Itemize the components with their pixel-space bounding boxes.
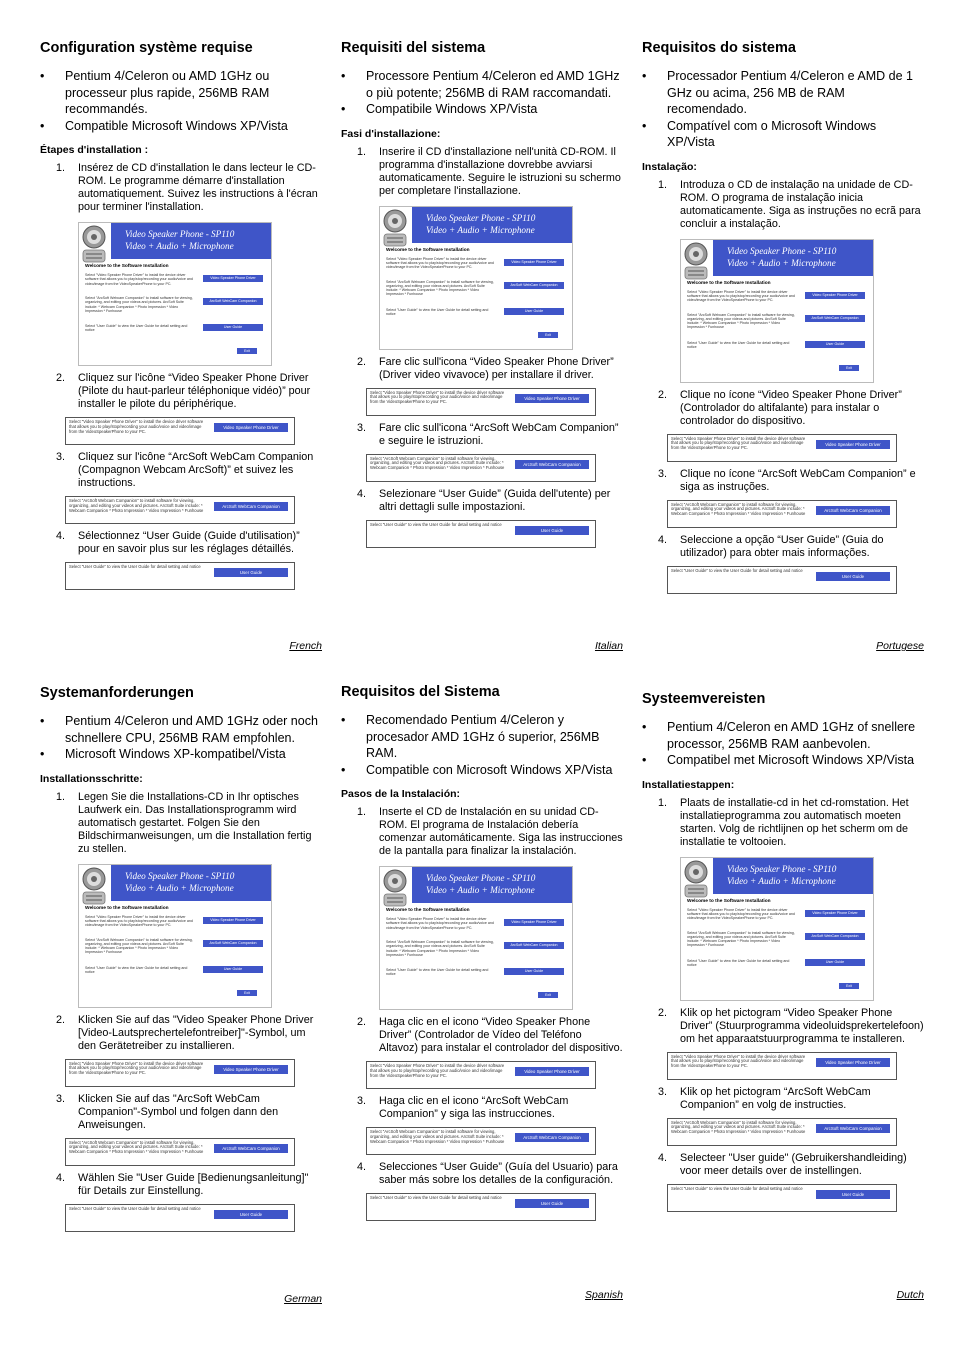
driver-strip-button[interactable]: Video Speaker Phone Driver	[816, 1058, 890, 1067]
driver-button[interactable]: Video Speaker Phone Driver	[805, 292, 865, 299]
section-title: Systemanforderungen	[40, 685, 194, 701]
arcsoft-description: Select "ArcSoft Webcam Companion" to install software for viewing, organizing, and editing your videos and pictures. ArcSoft Suite include: * Webcam Companion * Photo Impression * Video Impression * Funhouse	[85, 296, 193, 313]
exit-button[interactable]: Exit	[839, 365, 859, 371]
language-label: Italian	[594, 640, 623, 652]
install-step-3	[40, 1093, 322, 1132]
step-number: 1.	[658, 796, 668, 809]
step-text: Selecteer "User guide" (Gebruikershandleiding) voor meer details over de instellingen.	[680, 1151, 907, 1177]
step-number: 3.	[56, 451, 66, 463]
arcsoft-strip	[366, 1127, 596, 1155]
step-number: 4.	[56, 1171, 66, 1184]
banner-title-line1: Video Speaker Phone - SP110	[727, 245, 837, 256]
banner-title-line1: Video Speaker Phone - SP110	[426, 212, 536, 223]
banner-title-line1: Video Speaker Phone - SP110	[426, 873, 536, 883]
step-number: 3.	[658, 467, 668, 480]
speaker-phone-icon	[380, 867, 410, 911]
installation-steps-heading: Fasi d'installazione:	[341, 127, 441, 140]
install-step-1	[40, 791, 322, 856]
banner-title-line1: Video Speaker Phone - SP110	[125, 870, 235, 881]
banner-title-line2: Video + Audio + Microphone	[727, 257, 836, 268]
installation-steps-heading: Pasos de la Instalación:	[341, 788, 461, 800]
installer-screenshot	[680, 239, 874, 383]
step-text: Klik op het pictogram “ArcSoft WebCam Companion” en volg de instructies.	[680, 1085, 871, 1111]
arcsoft-strip-text: Select "ArcSoft Webcam Companion" to install software for viewing, organizing, and editing your videos and pictures. ArcSoft Suite include: * Webcam Companion * Photo Impression * Video Impression * Funhouse	[370, 455, 505, 471]
step-number: 3.	[658, 1085, 668, 1098]
arcsoft-description: Select "ArcSoft Webcam Companion" to install software for viewing, organizing, and editing your videos and pictures. ArcSoft Suite include: * Webcam Companion * Photo Impression * Video Impression * Funhouse	[386, 279, 494, 297]
install-step-4	[642, 534, 924, 560]
requirements-list	[642, 68, 924, 151]
driver-button[interactable]: Video Speaker Phone Driver	[203, 917, 263, 924]
user-guide-button[interactable]: User Guide	[203, 966, 263, 973]
guide-strip-text: Select "User Guide" to view the User Guide for detail setting and notice	[671, 567, 803, 573]
arcsoft-button[interactable]: ArcSoft WebCam Companion	[203, 298, 263, 305]
step-number: 1.	[658, 178, 668, 191]
driver-strip-text: Select "Video Speaker Phone Driver" to install the device driver software that allows you to play/stop/recording your audio/voice and video/image from the VideoSpeakerPhone to your PC.	[671, 1053, 806, 1069]
arcsoft-strip-text: Select "ArcSoft Webcam Companion" to install software for viewing, organizing, and editing your videos and pictures. ArcSoft Suite include: * Webcam Companion * Photo Impression * Video Impression * Funhouse	[69, 1139, 204, 1155]
welcome-heading: Welcome to the Software Installation	[687, 280, 771, 286]
arcsoft-strip-text: Select "ArcSoft Webcam Companion" to install software for viewing, organizing, and editing your videos and pictures. ArcSoft Suite include: * Webcam Companion * Photo Impression * Video Impression * Funhouse	[671, 1119, 806, 1135]
requirement-item: • Processador Pentium 4/Celeron e AMD de 1 GHz ou acima, 256 MB de RAM recomendado.	[642, 68, 924, 118]
step-number: 3.	[357, 1095, 367, 1107]
requirement-item: • Compatível com o Microsoft Windows XP/Vista	[642, 118, 924, 151]
language-label: German	[284, 1293, 322, 1305]
install-step-1	[40, 162, 322, 214]
arcsoft-strip-button[interactable]: ArcSoft WebCam Companion	[515, 1133, 589, 1142]
speaker-phone-icon	[79, 223, 109, 267]
guide-description: Select "User Guide" to view the User Guide for detail setting and notice	[687, 958, 790, 967]
panel-italian	[341, 40, 623, 652]
driver-strip-button[interactable]: Video Speaker Phone Driver	[515, 1067, 589, 1076]
section-title: Requisitos do sistema	[642, 40, 796, 56]
step-number: 3.	[357, 421, 367, 434]
step-number: 1.	[357, 806, 367, 818]
step-text: Cliquez sur l'icône “Video Speaker Phone Driver (Pilote du haut-parleur téléphonique vidéo)” pour installer le pilote du périphérique.	[78, 372, 311, 410]
step-text: Introduza o CD de instalação na unidade de CD-ROM. O programa de instalação inicia automaticamente. Siga as instruções no ecrã para concluir a instalação.	[680, 178, 921, 230]
arcsoft-description: Select "ArcSoft Webcam Companion" to install software for viewing, organizing, and editing your videos and pictures. ArcSoft Suite include: * Webcam Companion * Photo Impression * Video Impression * Funhouse	[687, 930, 795, 948]
language-label: Spanish	[585, 1289, 623, 1301]
arcsoft-description: Select "ArcSoft Webcam Companion" to install software for viewing, organizing, and editing your videos and pictures. ArcSoft Suite include: * Webcam Companion * Photo Impression * Video Impression * Funhouse	[85, 937, 193, 955]
arcsoft-strip	[667, 500, 897, 528]
exit-button[interactable]: Exit	[839, 983, 859, 989]
install-step-3	[40, 451, 322, 490]
driver-strip	[65, 1059, 295, 1087]
arcsoft-strip-text: Select "ArcSoft Webcam Companion" to install software for viewing, organizing, and editing your videos and pictures. ArcSoft Suite include: * Webcam Companion * Photo Impression * Video Impression * Funhouse	[370, 1129, 505, 1144]
arcsoft-strip-button[interactable]: ArcSoft WebCam Companion	[214, 502, 288, 511]
driver-description: Select "Video Speaker Phone Driver" to install the device driver software that allows you to play/stop/recording your audio/voice and video/image from the VideoSpeakerPhone to your PC.	[386, 256, 494, 270]
install-step-4	[40, 1172, 322, 1198]
installer-screenshot	[379, 206, 573, 350]
arcsoft-strip	[366, 454, 596, 482]
installer-screenshot	[78, 222, 272, 366]
requirement-item: • Compatible con Microsoft Windows XP/Vista	[341, 762, 623, 779]
banner-title-line2: Video + Audio + Microphone	[125, 882, 234, 893]
welcome-heading: Welcome to the Software Installation	[386, 247, 470, 253]
arcsoft-strip	[65, 496, 295, 524]
install-step-1	[642, 797, 924, 849]
install-step-3	[341, 422, 623, 448]
driver-strip-text: Select "Video Speaker Phone Driver" to install the device driver software that allows you to play/stop/recording your audio/voice and video/image from the VideoSpeakerPhone to your PC.	[69, 419, 204, 434]
step-number: 4.	[357, 487, 367, 500]
driver-strip	[667, 1052, 897, 1080]
requirement-item: • Compatible Microsoft Windows XP/Vista	[40, 118, 322, 135]
step-text: Insérez de CD d'installation le dans lecteur le CD-ROM. Le programme démarre d'installation automatiquement. Suivez les instructions à l'écran pour terminer l'installation.	[78, 162, 318, 213]
driver-button[interactable]: Video Speaker Phone Driver	[805, 910, 865, 917]
step-number: 2.	[56, 372, 66, 384]
step-number: 4.	[658, 533, 668, 546]
requirement-item: • Pentium 4/Celeron ou AMD 1GHz ou processeur plus rapide, 256MB RAM recommandés.	[40, 68, 322, 118]
install-step-4	[40, 530, 322, 556]
requirements-list	[40, 713, 322, 763]
install-step-1	[341, 146, 623, 198]
panel-portuguese	[642, 40, 924, 652]
arcsoft-button[interactable]: ArcSoft WebCam Companion	[203, 940, 263, 947]
guide-strip-button[interactable]: User Guide	[816, 1190, 890, 1199]
installer-screenshot	[680, 857, 874, 1001]
panel-french	[40, 40, 322, 652]
arcsoft-description: Select "ArcSoft Webcam Companion" to install software for viewing, organizing, and editing your videos and pictures. ArcSoft Suite include: * Webcam Companion * Photo Impression * Video Impression * Funhouse	[687, 312, 795, 330]
step-text: Legen Sie die Installations-CD in Ihr optisches Laufwerk ein. Das Installationsprogramm wird automatisch gestartet. Folgen Sie den Bildschirmanweisungen, um die Installation fertig zu stellen.	[78, 790, 312, 855]
step-text: Klicken Sie auf das "ArcSoft WebCam Companion"-Symbol und folgen dann den Anweisungen.	[78, 1092, 279, 1131]
guide-strip-text: Select "User Guide" to view the User Guide for detail setting and notice	[370, 521, 502, 527]
driver-description: Select "Video Speaker Phone Driver" to install the device driver software that allows you to play/stop/recording your audio/voice and video/image from the VideoSpeakerPhone to your PC.	[85, 914, 193, 928]
welcome-heading: Welcome to the Software Installation	[85, 905, 169, 911]
section-title: Requisitos del Sistema	[341, 684, 500, 700]
guide-description: Select "User Guide" to view the User Guide for detail setting and notice	[687, 340, 790, 349]
installer-banner-title	[426, 212, 535, 236]
user-guide-button[interactable]: User Guide	[203, 324, 263, 331]
arcsoft-strip-button[interactable]: ArcSoft WebCam Companion	[214, 1144, 288, 1153]
step-text: Clique no ícone “Video Speaker Phone Driver” (Controlador do altifalante) para instalar o controlador do dispositivo.	[680, 388, 902, 427]
requirement-item: • Processore Pentium 4/Celeron ed AMD 1GHz o più potente; 256MB di RAM raccomandati.	[341, 68, 623, 101]
banner-title-line1: Video Speaker Phone - SP110	[125, 229, 235, 239]
installation-steps-heading: Étapes d'installation :	[40, 144, 149, 156]
arcsoft-strip	[667, 1118, 897, 1146]
install-step-2	[40, 1014, 322, 1053]
step-text: Fare clic sull'icona “Video Speaker Phone Driver” (Driver video vivavoce) per installare il driver.	[379, 355, 614, 381]
arcsoft-description: Select "ArcSoft Webcam Companion" to install software for viewing, organizing, and editing your videos and pictures. ArcSoft Suite include: * Webcam Companion * Photo Impression * Video Impression * Funhouse	[386, 940, 494, 957]
requirements-list	[341, 68, 623, 118]
exit-button[interactable]: Exit	[538, 992, 558, 998]
arcsoft-button[interactable]: ArcSoft WebCam Companion	[805, 933, 865, 940]
section-title: Requisiti del sistema	[341, 40, 486, 56]
driver-description: Select "Video Speaker Phone Driver" to install the device driver software that allows you to play/stop/recording your audio/voice and video/image from the VideoSpeakerPhone to your PC.	[386, 917, 494, 930]
install-step-3	[642, 1086, 924, 1112]
step-text: Klicken Sie auf das "Video Speaker Phone Driver [Video-Lautsprechertelefontreiber]"-Symbol, um den Gerätetreiber zu installieren.	[78, 1013, 314, 1052]
installation-steps-heading: Installatiestappen:	[642, 778, 735, 791]
installation-steps-heading: Instalação:	[642, 160, 697, 173]
speaker-phone-icon	[380, 207, 410, 251]
panel-dutch	[642, 691, 924, 1301]
panel-german	[40, 685, 322, 1305]
install-step-2	[642, 389, 924, 428]
install-step-1	[642, 179, 924, 231]
guide-strip	[65, 562, 295, 590]
driver-strip-button[interactable]: Video Speaker Phone Driver	[816, 440, 890, 449]
step-text: Seleccione a opção “User Guide” (Guia do utilizador) para obter mais informações.	[680, 533, 884, 559]
step-number: 4.	[56, 530, 66, 542]
requirement-item: • Compatibile Windows XP/Vista	[341, 101, 623, 118]
driver-strip-button[interactable]: Video Speaker Phone Driver	[214, 1065, 288, 1074]
panel-spanish	[341, 684, 623, 1301]
step-number: 1.	[56, 162, 66, 174]
driver-button[interactable]: Video Speaker Phone Driver	[203, 275, 263, 282]
step-text: Selecciones “User Guide” (Guía del Usuario) para saber más sobre los detalles de la configuración.	[379, 1161, 618, 1186]
install-step-1	[341, 806, 623, 858]
speaker-phone-icon	[79, 865, 109, 909]
arcsoft-strip	[65, 1138, 295, 1166]
installer-banner-title	[426, 872, 535, 896]
install-step-2	[642, 1007, 924, 1046]
step-text: Haga clic en el icono “ArcSoft WebCam Companion” y siga las instrucciones.	[379, 1095, 569, 1120]
banner-title-line1: Video Speaker Phone - SP110	[727, 863, 837, 874]
step-text: Clique no ícone “ArcSoft WebCam Companion” e siga as instruções.	[680, 467, 916, 493]
guide-strip	[667, 566, 897, 594]
guide-strip-button[interactable]: User Guide	[214, 568, 288, 577]
step-number: 3.	[56, 1092, 66, 1105]
arcsoft-button[interactable]: ArcSoft WebCam Companion	[504, 282, 564, 289]
banner-title-line2: Video + Audio + Microphone	[426, 224, 535, 235]
step-number: 2.	[658, 388, 668, 401]
speaker-phone-icon	[681, 240, 711, 284]
step-number: 1.	[357, 145, 367, 158]
install-step-3	[642, 468, 924, 494]
step-text: Fare clic sull'icona “ArcSoft WebCam Companion” e seguire le istruzioni.	[379, 421, 619, 447]
driver-strip-text: Select "Video Speaker Phone Driver" to install the device driver software that allows you to play/stop/recording your audio/voice and video/image from the VideoSpeakerPhone to your PC.	[370, 389, 505, 405]
install-step-4	[642, 1152, 924, 1178]
driver-strip-text: Select "Video Speaker Phone Driver" to install the device driver software that allows you to play/stop/recording your audio/voice and video/image from the VideoSpeakerPhone to your PC.	[69, 1060, 204, 1076]
driver-strip	[65, 417, 295, 445]
step-number: 2.	[357, 355, 367, 368]
arcsoft-strip-button[interactable]: ArcSoft WebCam Companion	[816, 1124, 890, 1133]
banner-title-line2: Video + Audio + Microphone	[426, 885, 535, 895]
driver-strip	[366, 1061, 596, 1089]
installer-banner-title	[727, 245, 836, 269]
install-step-3	[341, 1095, 623, 1121]
language-label: Portugese	[876, 640, 924, 652]
step-number: 2.	[658, 1006, 668, 1019]
install-step-4	[341, 1161, 623, 1187]
guide-description: Select "User Guide" to view the User Guide for detail setting and notice	[386, 307, 489, 316]
arcsoft-strip-button[interactable]: ArcSoft WebCam Companion	[816, 506, 890, 515]
guide-strip-button[interactable]: User Guide	[515, 1199, 589, 1208]
user-guide-button[interactable]: User Guide	[504, 968, 564, 975]
guide-strip	[366, 520, 596, 548]
driver-strip	[667, 434, 897, 462]
step-number: 2.	[357, 1016, 367, 1028]
step-text: Klik op het pictogram “Video Speaker Phone Driver” (Stuurprogramma videoluidsprekertelefoon) om het apparaatstuurprogramma te installeren.	[680, 1006, 924, 1045]
guide-strip-button[interactable]: User Guide	[816, 572, 890, 581]
driver-button[interactable]: Video Speaker Phone Driver	[504, 259, 564, 266]
welcome-heading: Welcome to the Software Installation	[85, 264, 169, 269]
driver-button[interactable]: Video Speaker Phone Driver	[504, 919, 564, 926]
language-label: French	[289, 640, 322, 652]
exit-button[interactable]: Exit	[237, 348, 257, 354]
step-number: 1.	[56, 790, 66, 803]
guide-strip-text: Select "User Guide" to view the User Guide for detail setting and notice	[671, 1185, 803, 1191]
arcsoft-strip-button[interactable]: ArcSoft WebCam Companion	[515, 460, 589, 469]
install-step-4	[341, 488, 623, 514]
exit-button[interactable]: Exit	[237, 990, 257, 996]
installer-banner-title	[125, 870, 234, 894]
guide-description: Select "User Guide" to view the User Guide for detail setting and notice	[85, 324, 188, 333]
step-number: 4.	[658, 1151, 668, 1164]
requirement-item: • Compatibel met Microsoft Windows XP/Vista	[642, 752, 924, 769]
banner-title-line2: Video + Audio + Microphone	[125, 241, 234, 251]
installer-banner-title	[125, 228, 234, 252]
step-text: Inserte el CD de Instalación en su unidad CD-ROM. El programa de Instalación debería comenzar automáticamente. Siga las instrucciones de la pantalla para finalizar la instalación.	[379, 806, 623, 857]
requirements-list	[341, 712, 623, 778]
step-text: Sélectionnez “User Guide (Guide d'utilisation)” pour en savoir plus sur les réglages détaillés.	[78, 530, 300, 555]
driver-description: Select "Video Speaker Phone Driver" to install the device driver software that allows you to play/stop/recording your audio/voice and video/image from the VideoSpeakerPhone to your PC.	[687, 907, 795, 921]
banner-title-line2: Video + Audio + Microphone	[727, 875, 836, 886]
install-step-2	[40, 372, 322, 411]
guide-strip	[366, 1193, 596, 1221]
exit-button[interactable]: Exit	[538, 332, 558, 338]
requirement-item: • Pentium 4/Celeron en AMD 1GHz of snellere processor, 256MB RAM aanbevolen.	[642, 719, 924, 752]
section-title: Systeemvereisten	[642, 691, 766, 707]
driver-strip-text: Select "Video Speaker Phone Driver" to install the device driver software that allows you to play/stop/recording your audio/voice and video/image from the VideoSpeakerPhone to your PC.	[370, 1063, 505, 1078]
speaker-phone-icon	[681, 858, 711, 902]
guide-strip-button[interactable]: User Guide	[214, 1210, 288, 1219]
step-text: Cliquez sur l'icône “ArcSoft WebCam Companion (Compagnon Webcam ArcSoft)” et suivez les instructions.	[78, 451, 314, 489]
step-text: Selezionare “User Guide” (Guida dell'utente) per altri dettagli sulle impostazioni.	[379, 487, 611, 513]
requirement-item: • Recomendado Pentium 4/Celeron y procesador AMD 1GHz ó superior, 256MB RAM.	[341, 712, 623, 762]
guide-strip-text: Select "User Guide" to view the User Guide for detail setting and notice	[69, 1205, 201, 1211]
arcsoft-strip-text: Select "ArcSoft Webcam Companion" to install software for viewing, organizing, and editing your videos and pictures. ArcSoft Suite include: * Webcam Companion * Photo Impression * Video Impression * Funhouse	[671, 501, 806, 517]
driver-strip	[366, 388, 596, 416]
requirement-item: • Microsoft Windows XP-kompatibel/Vista	[40, 746, 322, 763]
user-guide-button[interactable]: User Guide	[805, 959, 865, 966]
driver-strip-text: Select "Video Speaker Phone Driver" to install the device driver software that allows you to play/stop/recording your audio/voice and video/image from the VideoSpeakerPhone to your PC.	[671, 435, 806, 451]
step-text: Inserire il CD d'installazione nell'unità CD-ROM. Il programma d'installazione dovrebbe avviarsi automaticamente. Seguire le istruzioni su schermo per completare l'installazione.	[379, 145, 621, 197]
install-step-2	[341, 1016, 623, 1055]
step-text: Plaats de installatie-cd in het cd-romstation. Het installatieprogramma zou automatisch moeten starten. Volg de richtlijnen op het scherm om de installatie te voltooien.	[680, 796, 909, 848]
user-guide-button[interactable]: User Guide	[805, 341, 865, 348]
guide-strip-button[interactable]: User Guide	[515, 526, 589, 535]
guide-strip-text: Select "User Guide" to view the User Guide for detail setting and notice	[69, 564, 201, 569]
driver-description: Select "Video Speaker Phone Driver" to install the device driver software that allows you to play/stop/recording your audio/voice and video/image from the VideoSpeakerPhone to your PC.	[687, 289, 795, 303]
welcome-heading: Welcome to the Software Installation	[687, 898, 771, 904]
arcsoft-strip-text: Select "ArcSoft Webcam Companion" to install software for viewing, organizing, and editing your videos and pictures. ArcSoft Suite include: * Webcam Companion * Photo Impression * Video Impression * Funhouse	[69, 498, 204, 513]
guide-strip	[667, 1184, 897, 1212]
requirements-list	[642, 719, 924, 769]
user-guide-button[interactable]: User Guide	[504, 308, 564, 315]
step-number: 4.	[357, 1161, 367, 1173]
step-number: 2.	[56, 1013, 66, 1026]
welcome-heading: Welcome to the Software Installation	[386, 908, 470, 913]
install-step-2	[341, 356, 623, 382]
driver-strip-button[interactable]: Video Speaker Phone Driver	[515, 394, 589, 403]
installation-steps-heading: Installationsschritte:	[40, 772, 143, 785]
requirement-item: • Pentium 4/Celeron und AMD 1GHz oder noch schnellere CPU, 256MB RAM empfohlen.	[40, 713, 322, 746]
requirements-list	[40, 68, 322, 134]
installer-screenshot	[379, 866, 573, 1010]
installer-screenshot	[78, 864, 272, 1008]
arcsoft-button[interactable]: ArcSoft WebCam Companion	[504, 942, 564, 949]
guide-description: Select "User Guide" to view the User Guide for detail setting and notice	[85, 965, 188, 974]
guide-description: Select "User Guide" to view the User Guide for detail setting and notice	[386, 968, 489, 977]
arcsoft-button[interactable]: ArcSoft WebCam Companion	[805, 315, 865, 322]
step-text: Wählen Sie "User Guide [Bedienungsanleitung]" für Details zur Einstellung.	[78, 1171, 309, 1197]
section-title: Configuration système requise	[40, 40, 253, 56]
guide-strip-text: Select "User Guide" to view the User Guide for detail setting and notice	[370, 1195, 502, 1200]
installer-banner-title	[727, 863, 836, 887]
driver-description: Select "Video Speaker Phone Driver" to install the device driver software that allows you to play/stop/recording your audio/voice and video/image from the VideoSpeakerPhone to your PC.	[85, 273, 193, 286]
driver-strip-button[interactable]: Video Speaker Phone Driver	[214, 423, 288, 432]
language-label: Dutch	[896, 1289, 924, 1301]
step-text: Haga clic en el icono “Video Speaker Phone Driver” (Controlador de Vídeo del Teléfono Altavoz) para instalar el controlador del dispositivo.	[379, 1016, 623, 1054]
guide-strip	[65, 1204, 295, 1232]
